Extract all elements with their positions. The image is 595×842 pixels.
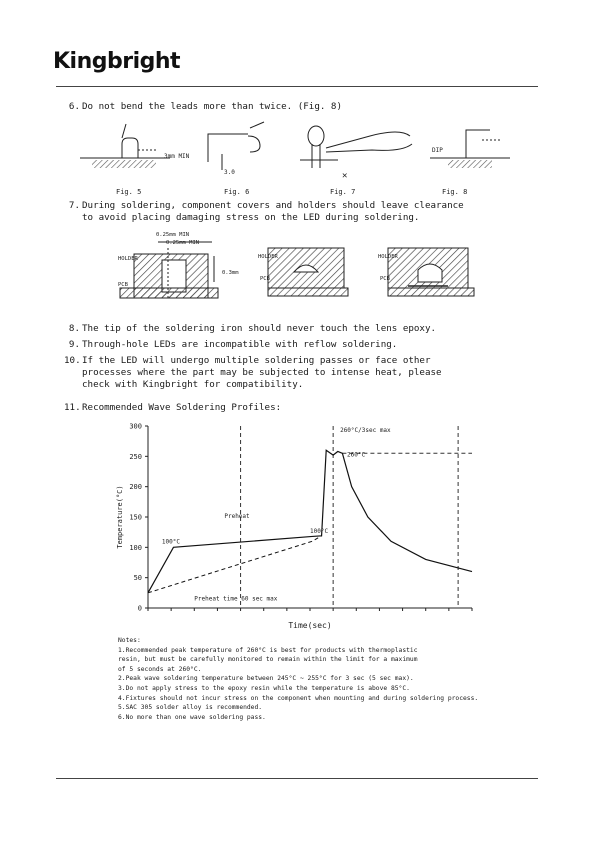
fig6-lead: [208, 134, 248, 162]
list-item-7: [68, 200, 464, 224]
y-tick-label: 300: [129, 422, 142, 431]
wave-soldering-chart: [112, 418, 482, 634]
kingbright-logo: Kingbright: [53, 49, 181, 74]
pcb-left: [120, 288, 218, 298]
note-line: of 5 seconds at 260°C.: [118, 665, 202, 673]
item-text: Recommended Wave Soldering Profiles:: [82, 402, 282, 413]
fig5-lead: [122, 138, 138, 158]
notes-title: Notes:: [118, 637, 141, 644]
item-number: 7.: [68, 200, 80, 211]
list-item-6: [68, 101, 342, 113]
fig8-caption: Fig. 8: [442, 188, 468, 196]
pcb-middle: [268, 288, 348, 296]
fig5-caption: Fig. 5: [116, 188, 142, 196]
item-text: During soldering, component covers and holders should leave clearance: [82, 200, 464, 211]
preheat-temp-left-annotation: 100°C: [161, 538, 180, 546]
pcb-label-middle: PCB: [260, 276, 270, 282]
note-line: resin, but must be carefully monitored to remain within the limit for a maximum: [118, 656, 418, 664]
note-line: 3.Do not apply stress to the epoxy resin while the temperature is above 85°C.: [118, 684, 410, 692]
profile-line: [148, 450, 472, 593]
fig6-caption: Fig. 6: [224, 188, 250, 196]
preheat-temp-annotation: 100°C: [310, 527, 329, 535]
footer-rule: [56, 778, 538, 779]
led-cavity-left: [162, 260, 186, 292]
fig7-caption: Fig. 7: [330, 188, 356, 196]
item-text: Through-hole LEDs are incompatible with reflow soldering.: [82, 339, 398, 350]
clearance-side-label: 0.3mm: [222, 270, 239, 276]
y-tick-label: 50: [133, 574, 142, 583]
holder-label-right: HOLDER: [378, 254, 398, 260]
y-tick-label: 200: [129, 483, 142, 492]
item-number: 6.: [68, 101, 80, 112]
pcb-label-right: PCB: [380, 276, 390, 282]
clearance-dim-label-2: 0.25mm MIN: [166, 240, 200, 246]
fig5-dim-label: 3mm MIN: [164, 153, 190, 160]
holder-label-left: HOLDER: [118, 256, 138, 262]
clearance-dim-label: 0.25mm MIN: [156, 232, 190, 238]
x-axis-title: Time(sec): [288, 621, 332, 630]
fig7-pliers: [326, 132, 412, 152]
list-item-10: [64, 355, 442, 392]
fig6-dim-label: 3.0: [224, 169, 235, 176]
pcb-label-left: PCB: [118, 282, 128, 288]
item-text: If the LED will undergo multiple soldering passes or face other: [82, 355, 431, 366]
item-text: to avoid placing damaging stress on the LED during soldering.: [82, 212, 420, 224]
preheat-time-annotation: Preheat time 60 sec max: [194, 595, 278, 603]
note-line: 4.Fixtures should not incur stress on the component when mounting and during soldering process.: [118, 694, 479, 702]
fig5-leader: [122, 124, 126, 138]
item-text: processes where the part may be subjected to intense heat, please: [82, 367, 442, 379]
item-text: Do not bend the leads more than twice. (Fig. 8): [82, 101, 342, 112]
item-number: 11.: [64, 402, 81, 413]
item-number: 10.: [64, 355, 81, 366]
preheat-annotation: Preheat: [224, 513, 250, 521]
fig8-sym-label: DIP: [432, 147, 443, 154]
y-tick-label: 0: [137, 604, 142, 613]
item-text: The tip of the soldering iron should never touch the lens epoxy.: [82, 323, 437, 334]
item-text: check with Kingbright for compatibility.: [82, 379, 304, 391]
list-item-8: [68, 323, 437, 335]
holder-clearance-figures: [118, 228, 478, 308]
fig7-led: [308, 126, 324, 146]
note-line: 1.Recommended peak temperature of 260°C is best for products with thermoplastic: [118, 646, 418, 654]
fig5-pcb: [92, 160, 156, 168]
list-item-11: [64, 402, 282, 414]
pcb-right: [388, 288, 474, 296]
notes-block: [118, 636, 478, 722]
note-line: 6.No more than one wave soldering pass.: [118, 713, 266, 721]
peak-annotation: 260°C/3sec max: [340, 427, 391, 435]
y-tick-label: 100: [129, 543, 142, 552]
holder-label-middle: HOLDER: [258, 254, 278, 260]
fig8-lead: [466, 130, 490, 158]
header-rule: [56, 86, 538, 87]
plateau-annotation: 260°C: [347, 451, 366, 459]
note-line: 2.Peak wave soldering temperature between 245°C ~ 255°C for 3 sec (5 sec max).: [118, 675, 414, 683]
item-number: 9.: [68, 339, 80, 350]
y-axis-title: Temperature(°C): [116, 485, 124, 549]
item-number: 8.: [68, 323, 80, 334]
fig7-cross-icon: ✕: [342, 171, 348, 181]
lead-bending-figures: [80, 114, 520, 198]
y-tick-label: 250: [129, 452, 142, 461]
fig8-pcb: [448, 160, 492, 168]
fig6-led: [248, 136, 260, 152]
y-tick-label: 150: [129, 513, 142, 522]
list-item-9: [68, 339, 398, 351]
note-line: 5.SAC 305 solder alloy is recommended.: [118, 704, 263, 712]
